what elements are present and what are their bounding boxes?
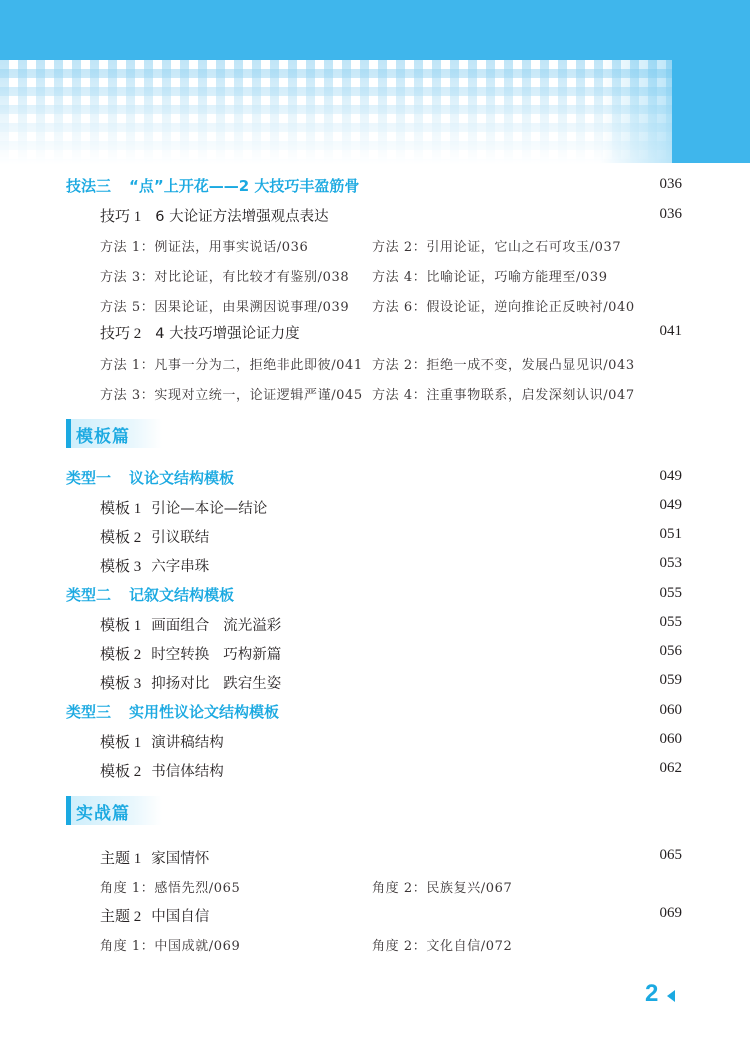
header-side-block (672, 60, 750, 163)
theme-label: 主题 1 (100, 851, 142, 867)
section-header-practice (66, 796, 162, 825)
method-item[interactable]: 方法 1：凡事一分为二，拒绝非此即彼/041 (100, 358, 363, 373)
page-ref: 060 (659, 731, 682, 747)
type-label: 类型三 (66, 703, 112, 721)
method-item[interactable]: 方法 1：例证法，用事实说话/036 (100, 240, 309, 255)
section-bar (66, 419, 71, 448)
toc-tip-1[interactable] (100, 205, 329, 226)
template-label: 模板 3 (100, 559, 142, 575)
toc-template-item[interactable] (100, 731, 224, 752)
method-item[interactable]: 方法 2：拒绝一成不变，发展凸显见识/043 (372, 358, 635, 373)
toc-type-3[interactable] (66, 701, 279, 722)
section-title: 实战篇 (76, 804, 130, 824)
method-item[interactable]: 方法 4：注重事物联系，启发深刻认识/047 (372, 388, 635, 403)
method-item[interactable]: 方法 6：假设论证，逆向推论正反映衬/040 (372, 300, 635, 315)
page-ref: 065 (659, 847, 682, 863)
theme-title: 中国自信 (151, 909, 210, 925)
tip-label: 技巧 2 (100, 326, 142, 342)
template-title-2: 流光溢彩 (223, 618, 282, 634)
page-ref: 056 (659, 643, 682, 659)
template-title: 书信体结构 (151, 764, 224, 780)
page-ref: 059 (659, 672, 682, 688)
template-title: 引议联结 (151, 530, 210, 546)
type-label: 类型一 (66, 469, 112, 487)
angle-item[interactable]: 角度 1：感悟先烈/065 (100, 881, 241, 896)
template-title: 六字串珠 (151, 559, 210, 575)
type-label: 类型二 (66, 586, 112, 604)
page-ref: 041 (659, 323, 682, 339)
page-ref: 062 (659, 760, 682, 776)
angle-item[interactable]: 角度 2：民族复兴/067 (372, 881, 513, 896)
header-fade (600, 60, 672, 163)
toc-tip-2[interactable] (100, 322, 300, 343)
type-title: 议论文结构模板 (129, 469, 235, 487)
tip-label: 技巧 1 (100, 209, 142, 225)
theme-label: 主题 2 (100, 909, 142, 925)
template-label: 模板 1 (100, 735, 142, 751)
toc-type-2[interactable] (66, 584, 234, 605)
template-title-2: 跌宕生姿 (223, 676, 282, 692)
page-ref: 049 (659, 497, 682, 513)
template-title: 抑扬对比 (151, 676, 210, 692)
section-title: 模板篇 (76, 427, 130, 447)
section-bar (66, 796, 71, 825)
page-ref: 036 (659, 206, 682, 222)
type-title: 实用性议论文结构模板 (129, 703, 280, 721)
toc-template-item[interactable] (100, 526, 209, 547)
toc-template-item[interactable] (100, 614, 281, 635)
page-ref: 069 (659, 905, 682, 921)
method-item[interactable]: 方法 4：比喻论证，巧喻方能理至/039 (372, 270, 608, 285)
method-item[interactable]: 方法 3：实现对立统一，论证逻辑严谨/045 (100, 388, 363, 403)
angle-item[interactable]: 角度 1：中国成就/069 (100, 939, 241, 954)
toc-template-item[interactable] (100, 555, 209, 576)
header-band (0, 0, 750, 60)
section-header-templates (66, 419, 162, 448)
toc-template-item[interactable] (100, 643, 281, 664)
type-title: 记叙文结构模板 (129, 586, 235, 604)
template-title: 演讲稿结构 (151, 735, 224, 751)
theme-title: 家国情怀 (151, 851, 210, 867)
template-title: 引论—本论—结论 (151, 501, 268, 517)
method-item[interactable]: 方法 5：因果论证，由果溯因说事理/039 (100, 300, 350, 315)
page-ref: 060 (659, 702, 682, 718)
template-title: 画面组合 (151, 618, 210, 634)
template-label: 模板 1 (100, 501, 142, 517)
page-ref: 055 (659, 614, 682, 630)
toc-type-1[interactable] (66, 467, 234, 488)
page-ref: 051 (659, 526, 682, 542)
left-triangle-icon (667, 990, 675, 1002)
template-title: 时空转换 (151, 647, 210, 663)
template-label: 模板 2 (100, 647, 142, 663)
page-ref: 055 (659, 585, 682, 601)
template-label: 模板 2 (100, 764, 142, 780)
page-number: 2 (645, 980, 659, 1007)
tip-title: 6 大论证方法增强观点表达 (155, 209, 329, 225)
method-item[interactable]: 方法 2：引用论证，它山之石可攻玉/037 (372, 240, 622, 255)
toc-theme-1[interactable] (100, 847, 209, 868)
template-label: 模板 1 (100, 618, 142, 634)
toc-template-item[interactable] (100, 497, 267, 518)
tip-title: 4 大技巧增强论证力度 (155, 326, 300, 342)
toc-template-item[interactable] (100, 760, 224, 781)
skill-label: 技法三 (66, 177, 112, 195)
toc-template-item[interactable] (100, 672, 281, 693)
page-ref: 049 (659, 468, 682, 484)
method-item[interactable]: 方法 3：对比论证，有比较才有鉴别/038 (100, 270, 350, 285)
angle-item[interactable]: 角度 2：文化自信/072 (372, 939, 513, 954)
template-label: 模板 3 (100, 676, 142, 692)
skill-title: “点”上开花——2 大技巧丰盈筋骨 (129, 177, 360, 195)
toc-skill-3[interactable] (66, 175, 359, 196)
template-label: 模板 2 (100, 530, 142, 546)
toc-theme-2[interactable] (100, 905, 209, 926)
template-title-2: 巧构新篇 (223, 647, 282, 663)
page-ref: 036 (659, 176, 682, 192)
page-ref: 053 (659, 555, 682, 571)
